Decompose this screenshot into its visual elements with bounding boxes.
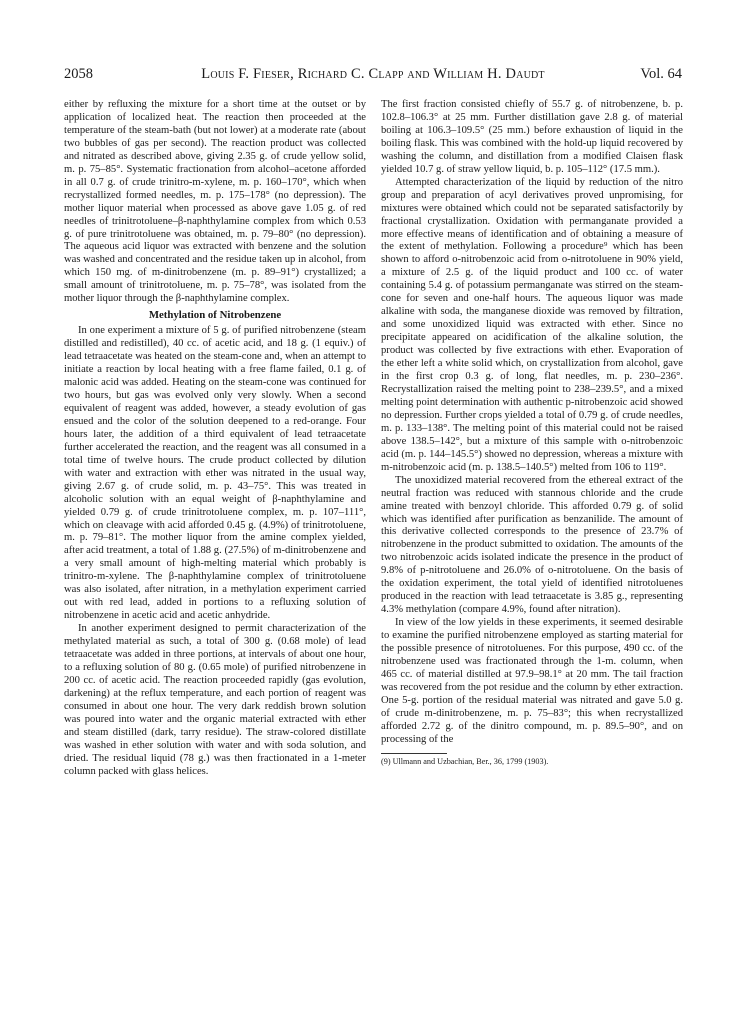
page-header <box>64 66 682 86</box>
section-heading: Methylation of Nitrobenzene <box>148 309 282 322</box>
footnote: (9) Ullmann and Uzbachian, Ber., 36, 1799 (1903). <box>381 756 549 766</box>
right-column <box>381 99 683 767</box>
running-authors: Louis F. Fieser, Richard C. Clapp and William H. Daudt <box>201 66 545 82</box>
paragraph: In one experiment a mixture of 5 g. of purified nitrobenzene (steam distilled and redistilled), 40 cc. of acetic acid, and 18 g. (1 equiv.) of lead tetraacetate was heated on the steam-cone and, when an attempt to initiate a reaction by local heating with a free flame failed, 0.1 g. of malonic acid was added. Heating on the steam-cone was continued for two hours, but gas was evolved only very slowly. When a second equivalent of reagent was added, however, a steady evolution of gas ensued and the color of the solution deepened to a red-orange. Four hours later, the addition of a third equivalent of lead tetraacetate further accelerated the reaction, and the reagent was all consumed in a total time of twelve hours. The crude product collected by dilution with water and extraction with ether was nitrated in the usual way, giving 2.67 g. of crude solid, m. p. 43–75°. This was treated in alcoholic solution with an equal weight of β-naphthylamine and yielded 0.79 g. of crude trinitrotoluene complex, m. p. 107–111°, which on cleavage with acid afforded 0.45 g. (4.9%) of trinitrotoluene, m. p. 79–81°. The mother liquor from the amine complex yielded, after acid treatment, a total of 1.88 g. (27.5%) of m-dinitrobenzene and a very small amount of high-melting material which probably is trinitro-m-xylene. The β-naphthylamine complex of trinitrotoluene was also isolated, after nitration, in a methylation experiment carried out with red lead, added in portions to a refluxing solution of nitrobenzene in acetic acid and acetic anhydride. <box>64 325 366 622</box>
footnote-divider <box>381 753 447 754</box>
paragraph: In another experiment designed to permit characterization of the methylated material as such, a total of 300 g. (0.68 mole) of lead tetraacetate was added in three portions, at intervals of about one hour, to a refluxing solution of 80 g. (0.65 mole) of purified nitrobenzene in 200 cc. of acetic acid. The reaction proceeded rapidly (gas evolution, darkening) at the reflux temperature, and each portion of reagent was consumed in about one hour. The very dark reddish brown solution was poured into water and the organic material extracted with ether and steam distilled (dark, tarry residue). The straw-colored distillate was washed in ether solution with water and with soda solution, and dried. The residual liquid (78 g.) was then fractionated in a 1-meter column packed with glass helices. <box>64 623 366 777</box>
page-number: 2058 <box>64 66 93 82</box>
volume-label: Vol. 64 <box>640 66 682 82</box>
paragraph: The first fraction consisted chiefly of 55.7 g. of nitrobenzene, b. p. 102.8–106.3° at 25 mm. Further distillation gave 2.8 g. of material boiling at 106.3–109.5° (25 mm.) before exhaustion of liquid in the boiling flask. This was combined with the hold-up liquid recovered by washing the column, and distillation from a modified Claisen flask yielded 10.7 g. of straw yellow liquid, b. p. 105–112° (17.5 mm.). <box>381 99 683 175</box>
paragraph: In view of the low yields in these experiments, it seemed desirable to examine the purified nitrobenzene employed as starting material for the possible presence of nitrotoluenes. For this purpose, 490 cc. of the nitrobenzene used was fractionated through the 1-m. column, when 465 cc. of material distilled at 97.9–98.1° at 20 mm. The tail fraction was recovered from the pot residue and the column by ether extraction. One 5-g. portion of the residual material was nitrated and gave 5.0 g. of crude m-dinitrobenzene, m. p. 75–83°; this when recrystallized afforded 2.72 g. of the dinitro compound, m. p. 89.5–90°, and on processing of the <box>381 617 683 745</box>
paragraph: Attempted characterization of the liquid by reduction of the nitro group and preparation of acyl derivatives proved unpromising, for mixtures were obtained which could not be separated satisfactorily by fractional crystallization. Oxidation with permanganate provided a more effective means of identification and of obtaining a measure of the extent of methylation. Following a procedure⁹ which has been shown to afford o-nitrobenzoic acid from o-nitrotoluene in 90% yield, a mixture of 2.5 g. of the liquid product and 100 cc. of water containing 5.4 g. of potassium permanganate was stirred on the steam-cone for seven and one-half hours. The aqueous liquor was made alkaline with soda, the manganese dioxide was removed by filtration, and some unoxidized liquid was extracted with ether. Since no precipitate appeared on acidification of the alkaline solution, the product was collected by five extractions with ether. Evaporation of the ether left a white solid which, on crystallization from alcohol, gave in the first crop 0.3 g. of long, flat needles, m. p. 230–236°. Recrystallization raised the melting point to 238–239.5°, and a mixed melting point determination with authentic p-nitrobenzoic acid showed no depression. Further crops yielded a total of 0.79 g. of crude needles, m. p. 133–138°. The melting point of this material could not be raised above 138.5–142°, but a mixture of this sample with o-nitrobenzoic acid (m. p. 144–145.5°) showed no depression, whereas a mixture with m-nitrobenzoic acid (m. p. 138.5–140.5°) melted from 106 to 119°. <box>381 176 683 473</box>
left-column <box>64 99 366 779</box>
paragraph: either by refluxing the mixture for a short time at the outset or by application of localized heat. The reaction then proceeded at the temperature of the steam-bath (but not lower) at a moderate rate (about two bubbles of gas per second). The reaction product was collected and nitrated as described above, giving 2.35 g. of crude yellow solid, m. p. 75–85°. Systematic fractionation from alcohol–acetone afforded in all 0.7 g. of crude trinitro-m-xylene, m. p. 160–170°, which when recrystallized formed needles, m. p. 175–178° (no depression). The mother liquor material when processed as above gave 1.05 g. of red needles of trinitrotoluene–β-naphthylamine complex from which 0.53 g. of pure trinitrotoluene was obtained, m. p. 79–80° (no depression). The aqueous acid liquor was extracted with benzene and the solution was washed and concentrated and the residue taken up in alcohol, from which 150 mg. of m-dinitrobenzene (m. p. 89–91°) crystallized; a small amount of trinitrotoluene, m. p. 75–78°, was isolated from the mother liquor through the β-naphthylamine complex. <box>64 99 366 305</box>
paragraph: The unoxidized material recovered from the ethereal extract of the neutral fraction was reduced with stannous chloride and the crude amine treated with benzoyl chloride. This afforded 0.79 g. of solid which was identified after purification as benzanilide. The amount of this derivative collected corresponds to the presence of 23.7% of nitrobenzene in the product submitted to oxidation. The amounts of the two nitrobenzoic acids isolated indicate the presence in the product of 9.8% of p-nitrotoluene and 26.0% of o-nitrotoluene. On the basis of the oxidation experiment, the total yield of identified nitrotoluenes produced in the reaction with lead tetraacetate is 3.85 g., representing 4.3% methylation (compare 4.9%, found after nitration). <box>381 474 683 616</box>
